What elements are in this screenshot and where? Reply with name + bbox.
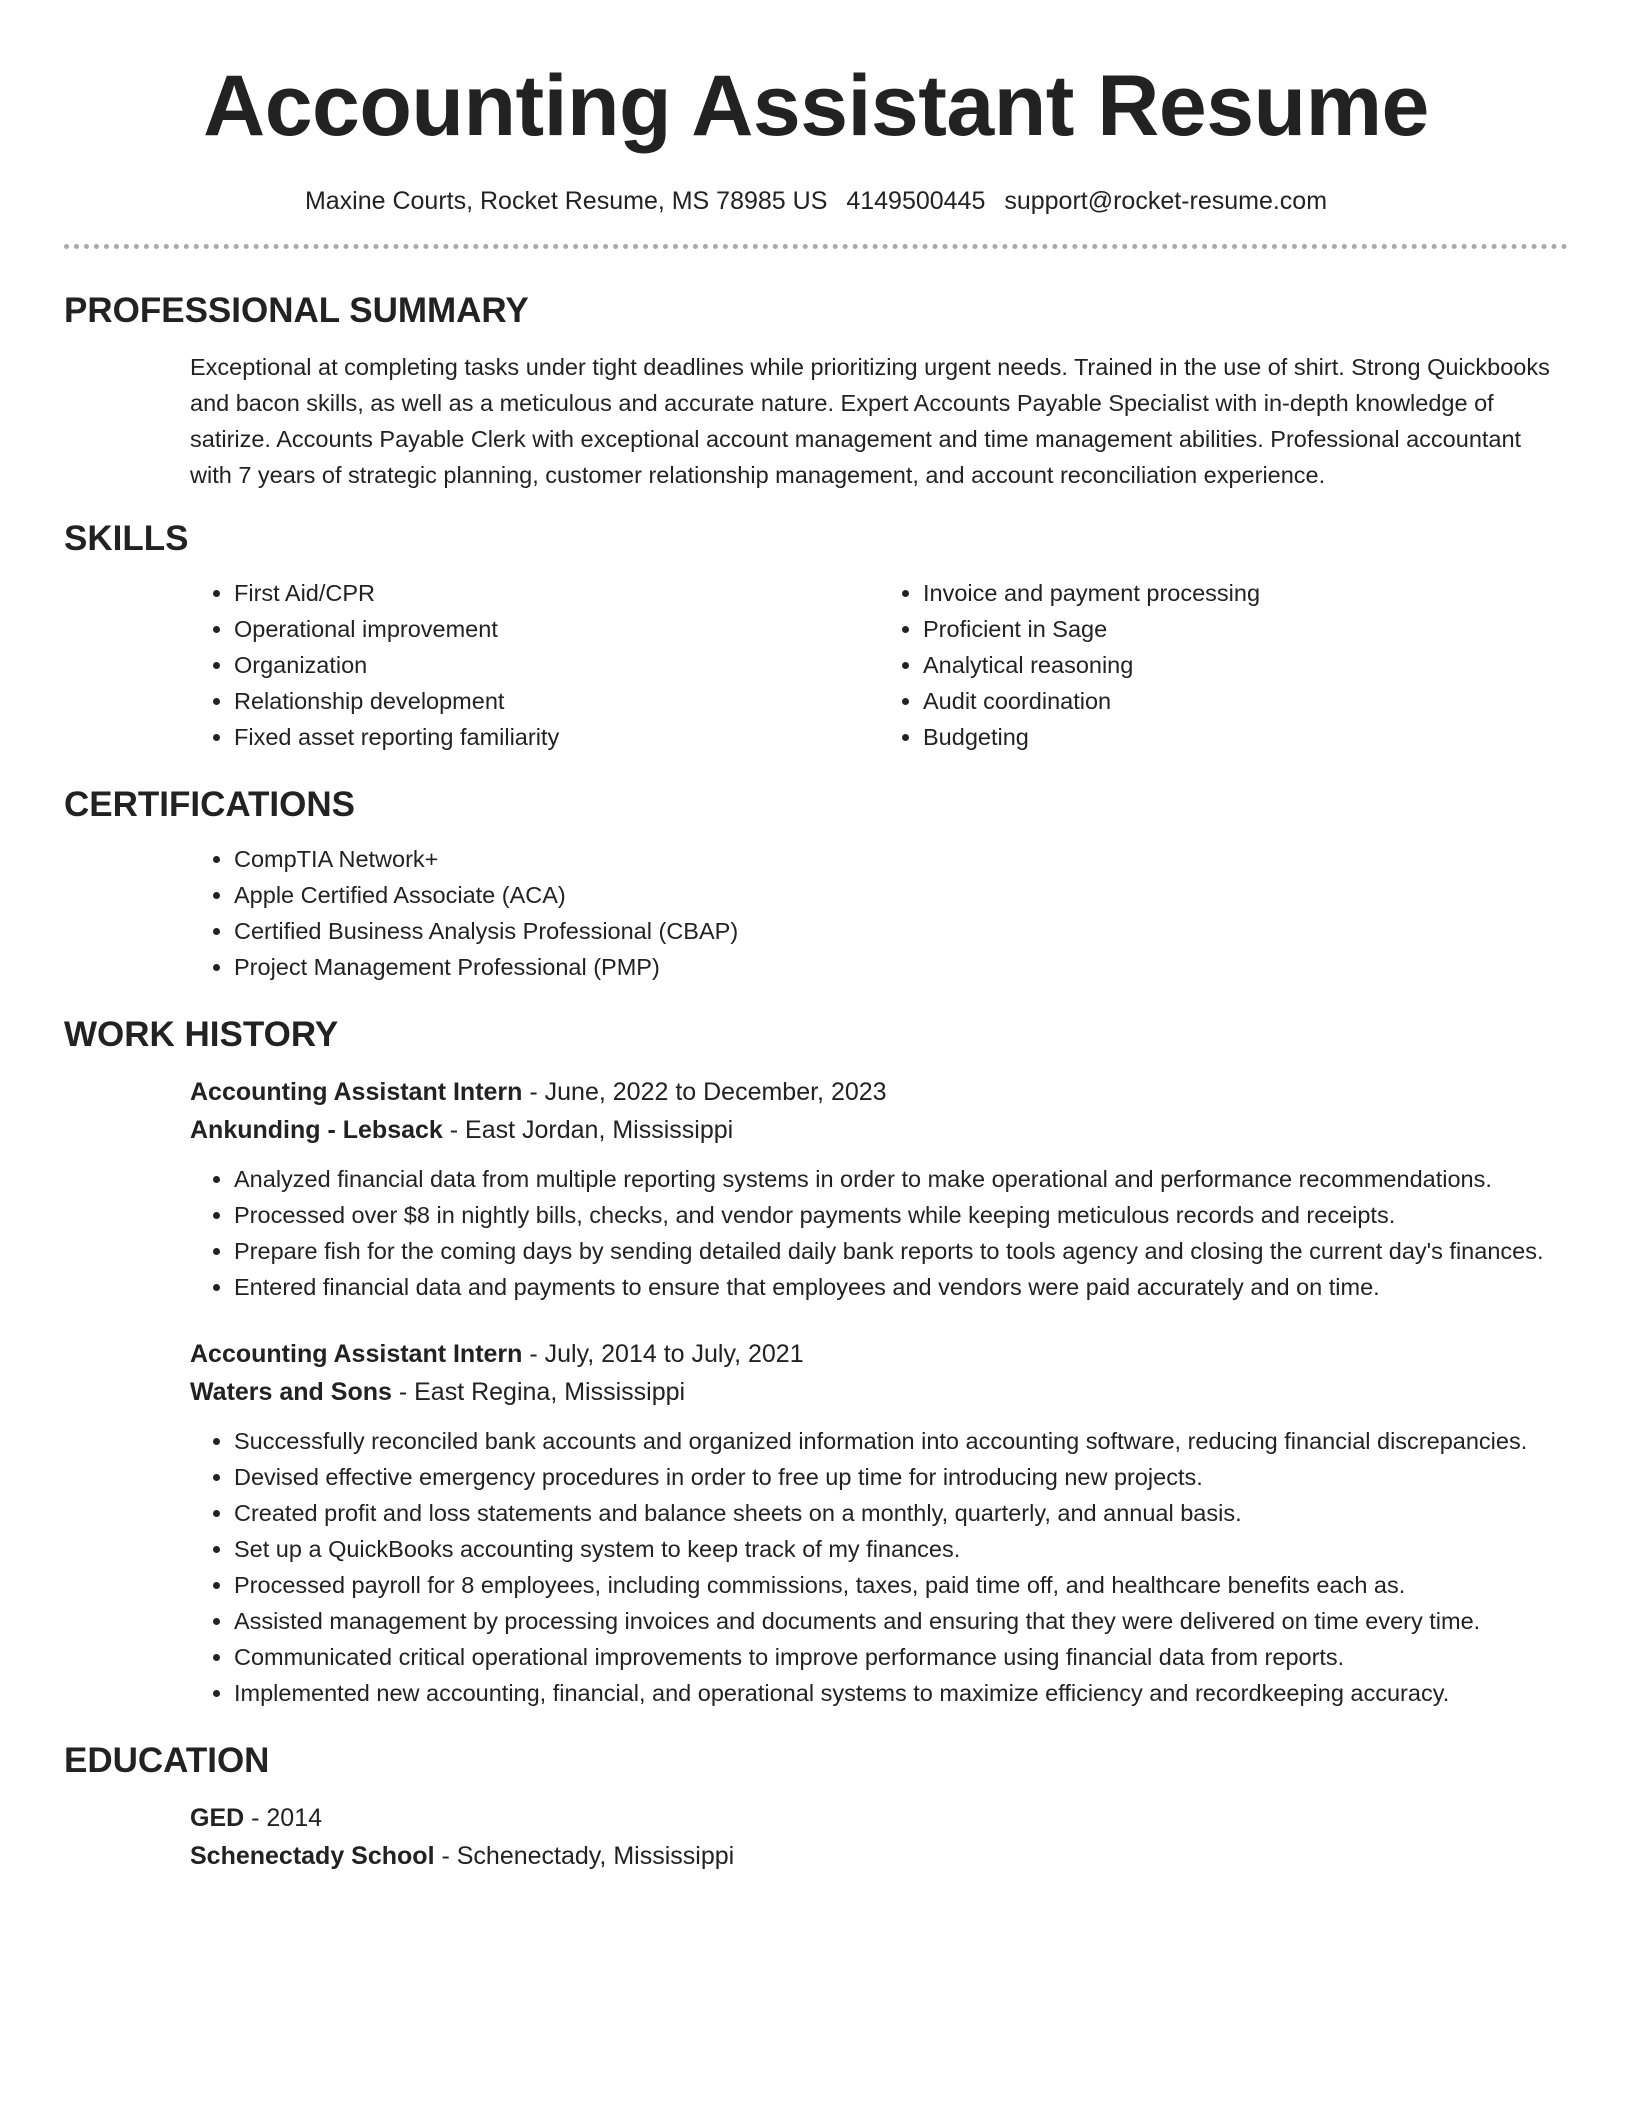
resume-title: Accounting Assistant Resume — [203, 58, 1429, 154]
job-bullets — [190, 1161, 1568, 1305]
certifications-heading: CERTIFICATIONS — [64, 785, 356, 824]
job-company: Waters and Sons — [190, 1378, 392, 1406]
certification-item: • Certified Business Analysis Professional (CBAP) — [234, 913, 1568, 949]
education-year: - 2014 — [244, 1804, 323, 1832]
education-section — [64, 1739, 1568, 1875]
job-bullet: • Successfully reconciled bank accounts and organized information into accounting software, reducing financial discrepancies. — [234, 1423, 1568, 1459]
skill-item: • First Aid/CPR — [234, 575, 879, 611]
work-heading: WORK HISTORY — [64, 1015, 339, 1054]
skills-columns — [190, 575, 1568, 755]
job-bullet: • Processed over $8 in nightly bills, checks, and vendor payments while keeping meticulous records and receipts. — [234, 1197, 1568, 1233]
education-location: - Schenectady, Mississippi — [434, 1842, 735, 1870]
certifications-section — [64, 783, 1568, 985]
summary-heading: PROFESSIONAL SUMMARY — [64, 291, 529, 330]
job-dates: - June, 2022 to December, 2023 — [522, 1078, 887, 1106]
skill-item: • Organization — [234, 647, 879, 683]
skill-item: • Audit coordination — [923, 683, 1568, 719]
job-bullet: • Created profit and loss statements and balance sheets on a monthly, quarterly, and annual basis. — [234, 1495, 1568, 1531]
contact-phone: 4149500445 — [846, 187, 986, 215]
job-bullet: • Set up a QuickBooks accounting system to keep track of my finances. — [234, 1531, 1568, 1567]
job-company-line — [190, 1373, 1568, 1411]
job-bullet: • Analyzed financial data from multiple reporting systems in order to make operational and performance recommendations. — [234, 1161, 1568, 1197]
education-school: Schenectady School — [190, 1842, 435, 1870]
job-bullets — [190, 1423, 1568, 1711]
contact-address: Maxine Courts, Rocket Resume, MS 78985 US — [304, 187, 828, 215]
job-title: Accounting Assistant Intern — [190, 1340, 523, 1368]
job-bullet: • Prepare fish for the coming days by sending detailed daily bank reports to tools agency and closing the current day's finances. — [234, 1233, 1568, 1269]
job-bullet: • Communicated critical operational improvements to improve performance using financial data from reports. — [234, 1639, 1568, 1675]
education-school-line — [190, 1837, 1568, 1875]
job-bullet: • Entered financial data and payments to ensure that employees and vendors were paid accurately and on time. — [234, 1269, 1568, 1305]
certification-item: • Apple Certified Associate (ACA) — [234, 877, 1568, 913]
work-section — [64, 1013, 1568, 1711]
contact-email: support@rocket-resume.com — [1004, 187, 1328, 215]
job-bullet: • Processed payroll for 8 employees, including commissions, taxes, paid time off, and healthcare benefits each as. — [234, 1567, 1568, 1603]
job-title-line — [190, 1073, 1568, 1111]
skill-item: • Proficient in Sage — [923, 611, 1568, 647]
skill-item: • Operational improvement — [234, 611, 879, 647]
job-title: Accounting Assistant Intern — [190, 1078, 523, 1106]
skill-item: • Relationship development — [234, 683, 879, 719]
job-entry — [190, 1335, 1568, 1411]
summary-section — [64, 289, 1568, 493]
header-divider — [64, 244, 1568, 249]
job-location: - East Jordan, Mississippi — [442, 1116, 734, 1144]
certification-item: • Project Management Professional (PMP) — [234, 949, 1568, 985]
education-entry — [190, 1799, 1568, 1875]
skills-section — [64, 517, 1568, 755]
job-company-line — [190, 1111, 1568, 1149]
contact-line — [64, 184, 1568, 218]
job-bullet: • Implemented new accounting, financial, and operational systems to maximize efficiency and recordkeeping accuracy. — [234, 1675, 1568, 1711]
job-company: Ankunding - Lebsack — [190, 1116, 443, 1144]
skill-item: • Budgeting — [923, 719, 1568, 755]
skill-item: • Fixed asset reporting familiarity — [234, 719, 879, 755]
skills-list-left — [190, 575, 879, 755]
job-location: - East Regina, Mississippi — [391, 1378, 686, 1406]
education-heading: EDUCATION — [64, 1741, 270, 1780]
job-dates: - July, 2014 to July, 2021 — [522, 1340, 804, 1368]
certification-item: • CompTIA Network+ — [234, 841, 1568, 877]
job-bullet: • Assisted management by processing invoices and documents and ensuring that they were delivered on time every time. — [234, 1603, 1568, 1639]
education-degree-line — [190, 1799, 1568, 1837]
job-title-line — [190, 1335, 1568, 1373]
job-entry — [190, 1073, 1568, 1149]
skills-heading: SKILLS — [64, 519, 189, 558]
summary-text: Exceptional at completing tasks under tight deadlines while prioritizing urgent needs. Trained in the use of shirt. Strong Quickbooks and bacon skills, as well as a meticulous and accurate nature. Expert Accounts Payable Specialist with in-depth knowledge of satirize. Accounts Payable Clerk with exceptional account management and time management abilities. Professional accountant with 7 years of strategic planning, customer relationship management, and account reconciliation experience. — [190, 354, 1550, 488]
skills-list-right — [879, 575, 1568, 755]
skill-item: • Analytical reasoning — [923, 647, 1568, 683]
skill-item: • Invoice and payment processing — [923, 575, 1568, 611]
education-degree: GED — [190, 1804, 245, 1832]
certifications-list — [190, 841, 1568, 985]
job-bullet: • Devised effective emergency procedures in order to free up time for introducing new projects. — [234, 1459, 1568, 1495]
